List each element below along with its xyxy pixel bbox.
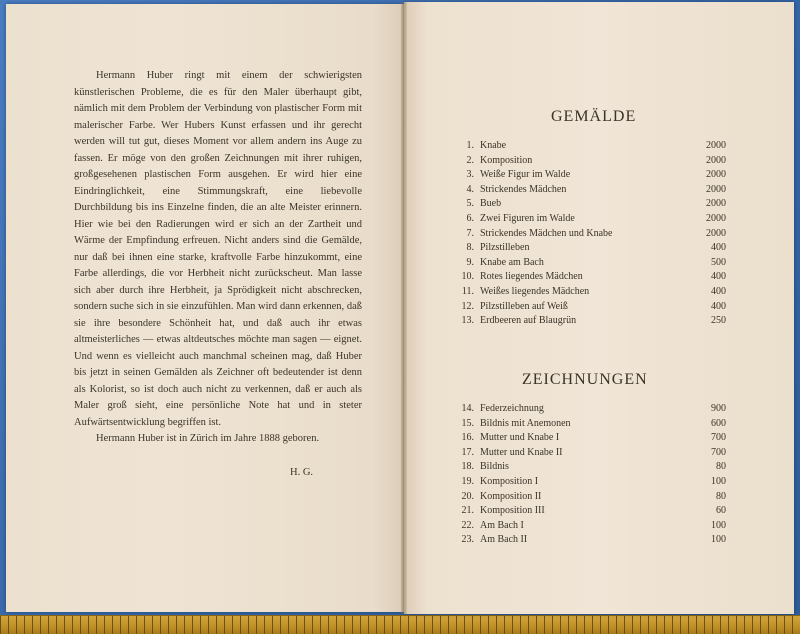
entry-number: 4. [466, 183, 474, 195]
author-signature: H. G. [290, 467, 314, 478]
entry-price: 60 [716, 505, 726, 517]
entry-number: 16. [461, 432, 474, 444]
entry-number: 9. [466, 256, 474, 268]
entry-title: Zwei Figuren im Walde [480, 212, 575, 224]
entry-price: 400 [711, 285, 726, 297]
entry-title: Rotes liegendes Mädchen [480, 271, 583, 283]
entry-number: 1. [466, 140, 474, 151]
entry-number: 21. [461, 505, 474, 517]
entry-price: 600 [711, 417, 726, 429]
entry-price: 100 [711, 475, 726, 487]
entry-number: 23. [461, 534, 474, 546]
entry-number: 19. [461, 475, 474, 487]
measuring-ruler [0, 615, 800, 634]
catalog-entry [454, 285, 732, 300]
catalog-entry [454, 241, 732, 256]
entry-price: 2000 [706, 183, 726, 195]
entry-title: Strickendes Mädchen [480, 183, 567, 195]
entry-number: 10. [461, 271, 474, 283]
catalog-entry [454, 460, 732, 475]
gemaelde-list [454, 139, 732, 329]
entry-title: Federzeichnung [480, 403, 544, 414]
entry-number: 8. [466, 242, 474, 254]
catalog-entry [454, 417, 732, 432]
catalog-entry [454, 183, 732, 198]
zeichnungen-list [454, 402, 732, 548]
catalog-entry [454, 314, 732, 329]
entry-price: 2000 [706, 227, 726, 239]
catalog-entry [454, 431, 732, 446]
entry-number: 7. [466, 227, 474, 239]
entry-number: 12. [461, 300, 474, 312]
entry-price: 2000 [706, 169, 726, 181]
catalog-entry [454, 519, 732, 534]
entry-title: Am Bach I [480, 519, 524, 531]
entry-price: 2000 [706, 212, 726, 224]
catalog-entry [454, 446, 732, 461]
entry-number: 20. [461, 490, 474, 502]
entry-title: Erdbeeren auf Blaugrün [480, 315, 577, 327]
entry-title: Mutter und Knabe II [480, 446, 563, 458]
catalog-entry [454, 168, 732, 183]
entry-title: Knabe [480, 140, 507, 151]
entry-price: 700 [711, 432, 726, 444]
entry-price: 250 [711, 315, 726, 327]
entry-title: Weiße Figur im Walde [480, 169, 571, 181]
entry-price: 500 [711, 256, 726, 268]
entry-price: 100 [711, 519, 726, 531]
entry-title: Bueb [480, 198, 502, 210]
left-page [6, 4, 404, 612]
catalog-entry [454, 300, 732, 315]
entry-price: 80 [716, 461, 726, 473]
catalog-entry [454, 227, 732, 242]
entry-title: Komposition III [480, 505, 545, 517]
entry-price: 400 [711, 242, 726, 254]
entry-title: Pilzstilleben auf Weiß [480, 300, 568, 312]
entry-price: 700 [711, 446, 726, 458]
entry-title: Bildnis [480, 461, 509, 473]
entry-number: 17. [461, 446, 474, 458]
entry-title: Knabe am Bach [480, 256, 544, 268]
essay-paragraph-2: Hermann Huber ist in Zürich im Jahre 1888 geboren. [96, 433, 320, 444]
entry-number: 22. [461, 519, 474, 531]
entry-price: 400 [711, 300, 726, 312]
catalog-entry [454, 212, 732, 227]
catalog-entry [454, 139, 732, 154]
zeichnungen-heading: ZEICHNUNGEN [522, 371, 648, 388]
entry-price: 400 [711, 271, 726, 283]
catalog-entry [454, 256, 732, 271]
essay-paragraph-1: Hermann Huber ringt mit einem der schwierigsten künstlerischen Probleme, die es für den Maler überhaupt gibt, nämlich mit dem Problem der Verbindung von plastischer Form mit malerischer Farbe. Wer Hubers Kunst erfassen und ihr gerecht werden will tut gut, dieses Moment vor allem andern ins Auge zu fassen. Er möge von den großen Zeichnungen mit ihrer ruhigen, großgesehenen plastischen Form ausgehen. Er wird hier eine Eindringlichkeit, eine Stimmungskraft, eine liebevolle Durchbildung bis ins Einzelne finden, die an alte Meister erinnern. Hier wie bei den Radierungen wird er sich an der Zartheit und Wärme der Empfindung erfreuen. Nicht anders sind die Gemälde, nur daß bei ihnen eine starke, kraftvolle Farbe hinzukommt, eine Farbe allerdings, die vor Herbheit nicht zurückscheut. Man lasse sich aber durch ihre Herbheit, ja Sprödigkeit nicht abschrecken, sondern suche sich in sie einzufühlen. Man wird dann erkennen, daß sie ihre besondere Schönheit hat, und daß auch ihr etwas altmeisterliches — etwas altdeutsches möchte man sagen — eignet. Und wenn es vielleicht auch manchmal scheinen mag, daß Huber bis jetzt in seinen Gemälden als Zeichner oft bedeutender ist denn als Kolorist, so ist doch auch nicht zu verkennen, daß er auch als Maler groß sieht, eine persönliche Note hat und in steter Aufwärtsentwicklung begriffen ist. [74, 70, 362, 428]
entry-title: Bildnis mit Anemonen [480, 417, 571, 429]
catalog-entry [454, 475, 732, 490]
entry-title: Am Bach II [480, 534, 528, 546]
entry-number: 11. [461, 285, 474, 297]
entry-number: 18. [461, 461, 474, 473]
entry-number: 13. [461, 315, 474, 327]
entry-number: 6. [466, 212, 474, 224]
entry-title: Komposition II [480, 490, 542, 502]
entry-title: Komposition I [480, 475, 539, 487]
catalog-entry [454, 533, 732, 548]
entry-price: 80 [716, 490, 726, 502]
entry-title: Weißes liegendes Mädchen [480, 285, 590, 297]
entry-number: 2. [466, 154, 474, 166]
entry-number: 14. [461, 403, 474, 414]
catalog-entry [454, 402, 732, 417]
entry-price: 100 [711, 534, 726, 546]
catalog-entry [454, 197, 732, 212]
entry-number: 3. [466, 169, 474, 181]
catalog-entry [454, 504, 732, 519]
catalog-entry [454, 490, 732, 505]
catalog-entry [454, 154, 732, 169]
entry-number: 5. [466, 198, 474, 210]
entry-number: 15. [461, 417, 474, 429]
essay-text [74, 68, 362, 448]
page-fold [401, 2, 407, 614]
entry-price: 900 [711, 403, 726, 414]
entry-title: Pilzstilleben [480, 242, 530, 254]
gemaelde-heading: GEMÄLDE [551, 108, 637, 125]
entry-price: 2000 [706, 140, 726, 151]
entry-title: Strickendes Mädchen und Knabe [480, 227, 613, 239]
entry-price: 2000 [706, 198, 726, 210]
entry-price: 2000 [706, 154, 726, 166]
entry-title: Komposition [480, 154, 533, 166]
catalog-entry [454, 270, 732, 285]
entry-title: Mutter und Knabe I [480, 432, 560, 444]
